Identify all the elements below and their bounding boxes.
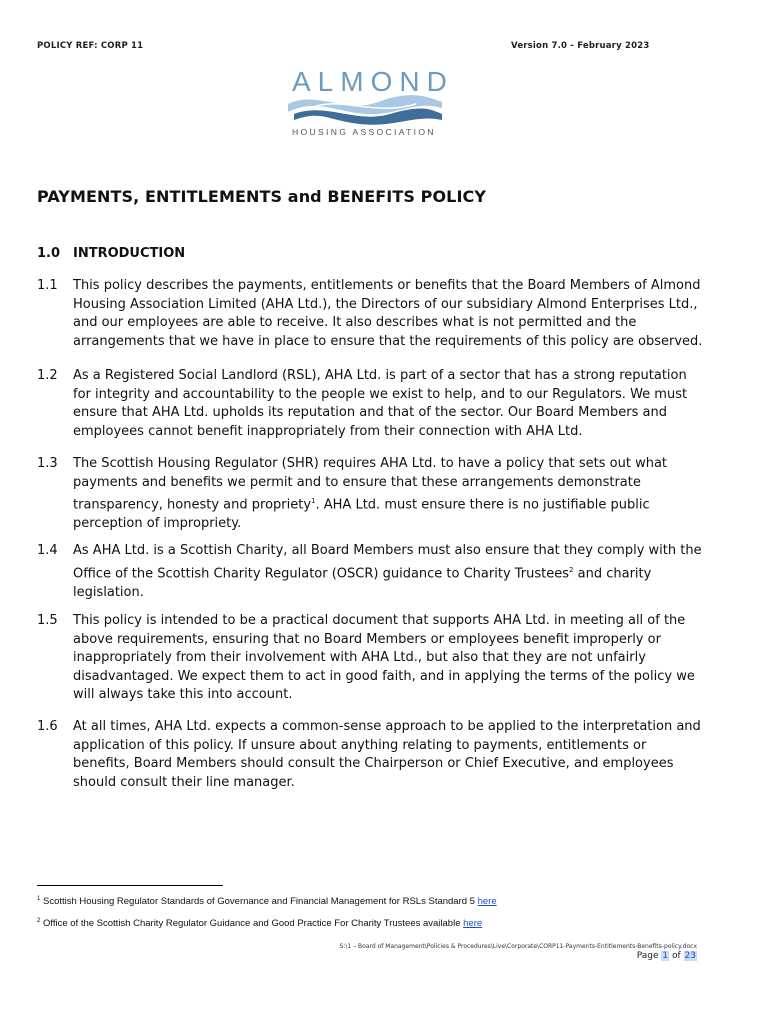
policy-ref: POLICY REF: CORP 11 [37, 41, 144, 51]
footnote-mark: 1 [37, 896, 41, 902]
paragraph-text: The Scottish Housing Regulator (SHR) requires AHA Ltd. to have a policy that sets out what payments and benefits we permit and to ensure that these arrangements demonstrate transparency, honesty and propriety$^1$. AHA Ltd. must ensure there is no justifiable public perception of impropriety. [73, 456, 668, 532]
section-heading [37, 246, 185, 261]
paragraph [37, 542, 707, 602]
paragraph-text: This policy is intended to be a practical document that supports AHA Ltd. in meeting all of the above requirements, ensuring that no Board Members or employees benefit improperly or inappropriately from their involvement with AHA Ltd., but also that they are not unfairly disadvantaged. We expect them to act in good faith, and in applying the terms of the policy we will always take this into account. [73, 613, 695, 703]
page-title: PAYMENTS, ENTITLEMENTS and BENEFITS POLICY [37, 187, 487, 206]
paragraph [37, 277, 707, 351]
paragraph-number: 1.4 [37, 543, 58, 558]
paragraph [37, 367, 707, 441]
footnote-text: Office of the Scottish Charity Regulator Guidance and Good Practice For Charity Trustees available [40, 918, 464, 930]
logo-wordmark: ALMOND [292, 66, 454, 97]
section-title: INTRODUCTION [73, 246, 186, 261]
footnote-text: Scottish Housing Regulator Standards of Governance and Financial Management for RSLs Standard 5 [42, 896, 478, 908]
paragraph-number: 1.6 [37, 719, 58, 734]
file-path: S:\1 – Board of Management\Policies & Procedures\Live\Corporate\CORP11-Payments-Entitlements-Benefits-policy.docx [339, 943, 697, 950]
total-pages: 23 [684, 951, 696, 961]
almond-logo [286, 64, 454, 142]
footnote-ref: 2 [569, 565, 574, 574]
logo-subtitle: HOUSING ASSOCIATION [292, 127, 436, 137]
footnote-ref: 1 [311, 497, 316, 506]
footnote-link[interactable]: here [463, 918, 483, 930]
paragraph [37, 612, 707, 705]
footnote-mark: 2 [37, 918, 41, 924]
paragraph-text: As a Registered Social Landlord (RSL), AHA Ltd. is part of a sector that has a strong reputation for integrity and accountability to the people we exist to help, and to our Regulators. We must ensure that AHA Ltd. upholds its reputation and that of the sector. Our Board Members and employees cannot benefit inappropriately from their connection with AHA Ltd. [73, 368, 688, 439]
footnote-link[interactable]: here [477, 896, 497, 908]
page-number: Page 1 of 23 [636, 951, 696, 961]
paragraph-number: 1.3 [37, 456, 58, 471]
paragraph-number: 1.2 [37, 368, 58, 383]
footnote [37, 918, 482, 929]
current-page: 1 [662, 951, 669, 961]
paragraph-text: At all times, AHA Ltd. expects a common-sense approach to be applied to the interpretation and application of this policy. If unsure about anything relating to payments, entitlements or benefits, Board Members should consult the Chairperson or Chief Executive, and employees should consult their line manager. [73, 719, 701, 790]
footnote [37, 896, 497, 907]
paragraph [37, 455, 707, 534]
paragraph-text: This policy describes the payments, entitlements or benefits that the Board Members of Almond Housing Association Limited (AHA Ltd.), the Directors of our subsidiary Almond Enterprises Ltd., and our employees are able to receive. It also describes what is not permitted and the arrangements that we have in place to ensure that the requirements of this policy are observed. [73, 278, 703, 349]
paragraph-text: As AHA Ltd. is a Scottish Charity, all Board Members must also ensure that they comply with the Office of the Scottish Charity Regulator (OSCR) guidance to Charity Trustees$^2$ and charity legislation. [73, 543, 702, 600]
section-number: 1.0 [37, 246, 61, 261]
footnote-divider [37, 885, 223, 886]
version-date: Version 7.0 - February 2023 [511, 41, 650, 51]
logo-wave-icon [286, 92, 444, 128]
paragraph-number: 1.5 [37, 613, 58, 628]
paragraph-number: 1.1 [37, 278, 58, 293]
paragraph [37, 718, 707, 792]
